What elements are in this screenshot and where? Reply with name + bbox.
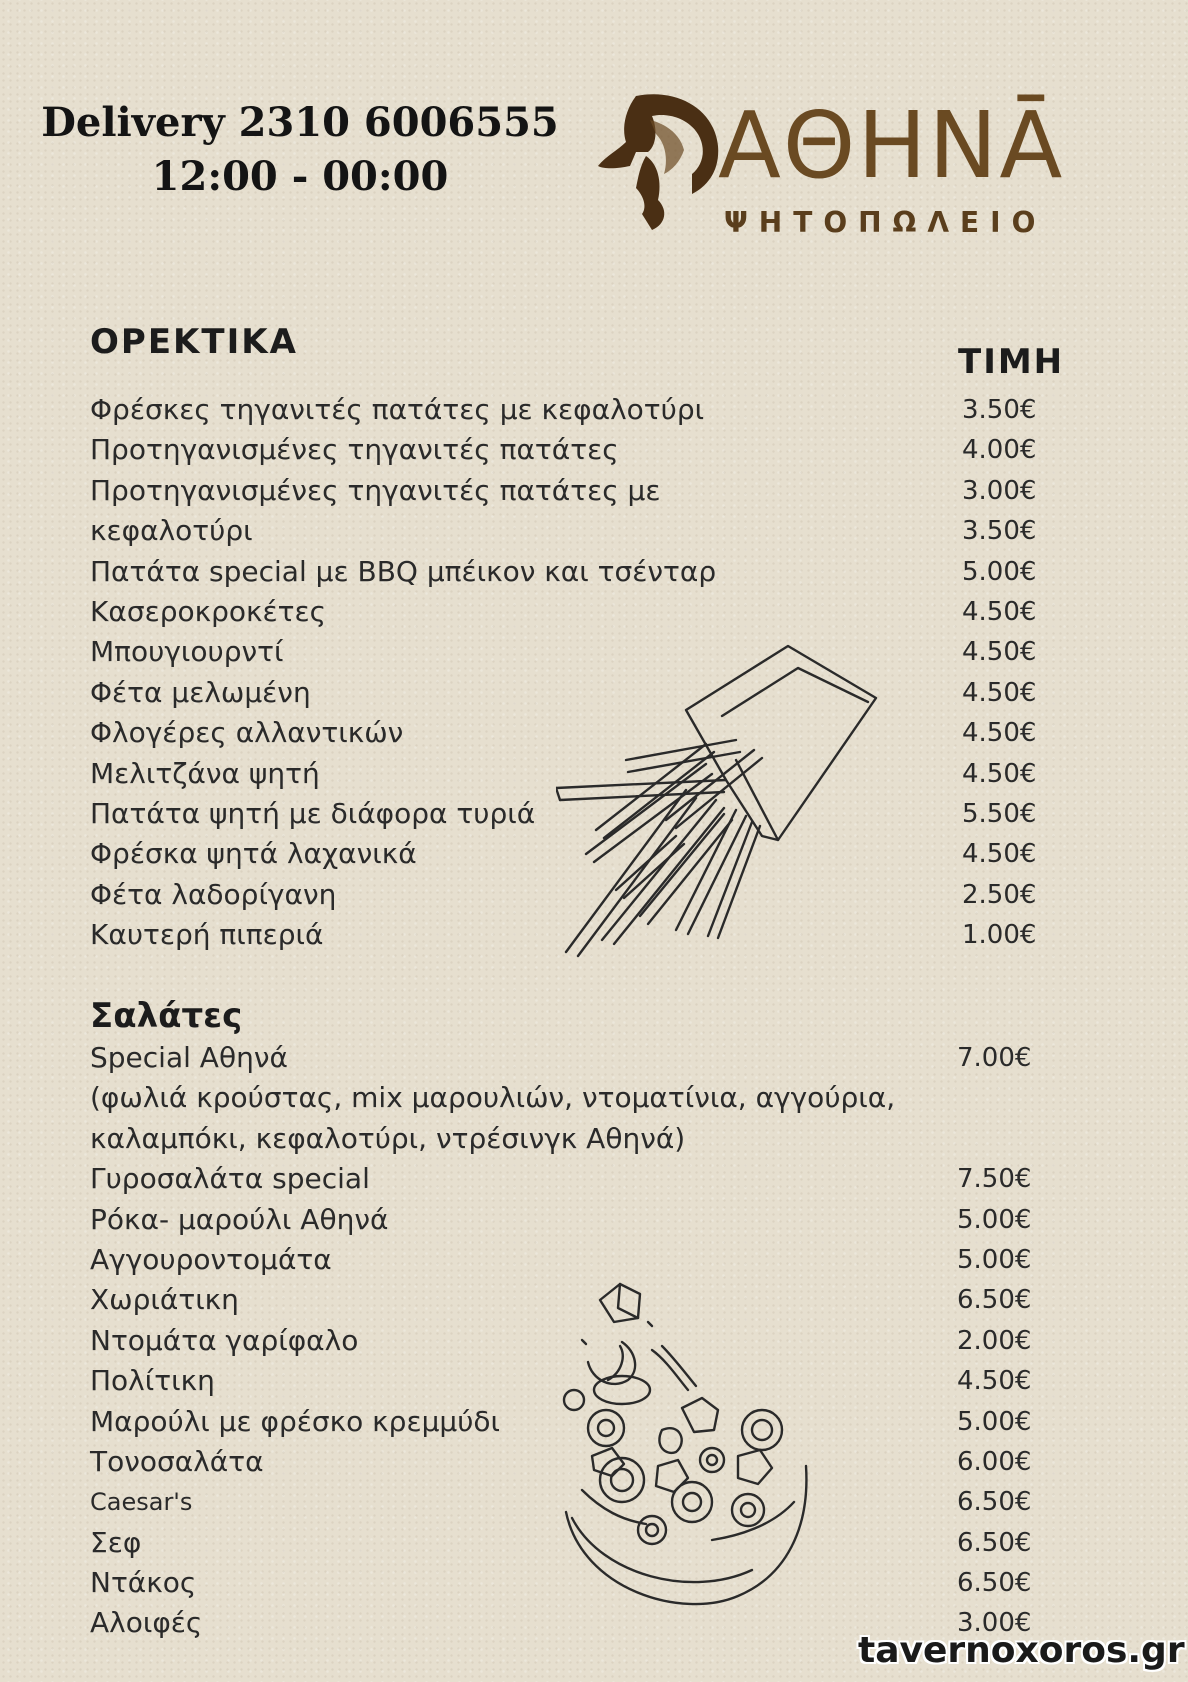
item-name: Ντάκος	[90, 1566, 197, 1600]
item-name: Κασεροκροκέτες	[90, 594, 327, 628]
list-item	[90, 1240, 1050, 1280]
delivery-info	[40, 96, 560, 204]
brand-name: ΑΘΗΝᾹ	[718, 92, 1065, 199]
item-name: Special Αθηνά	[90, 1041, 288, 1074]
french-fries-icon	[556, 640, 880, 960]
item-price: 3.00€	[957, 1608, 1032, 1639]
item-price: 3.00€	[962, 475, 1037, 506]
item-price: 4.50€	[957, 1366, 1032, 1397]
item-name: Τονοσαλάτα	[90, 1444, 264, 1478]
item-price: 5.00€	[957, 1406, 1032, 1437]
item-price: 5.00€	[957, 1244, 1032, 1275]
list-item	[90, 592, 1050, 632]
list-item	[90, 1078, 1050, 1118]
item-price: 4.50€	[962, 596, 1037, 627]
list-item	[90, 552, 1050, 592]
item-name: Αγγουροντομάτα	[90, 1242, 332, 1276]
item-name: Φρέσκες τηγανιτές πατάτες με κεφαλοτύρι	[90, 393, 705, 426]
item-price: 5.50€	[962, 798, 1037, 829]
item-price: 2.00€	[957, 1325, 1032, 1356]
item-price: 6.50€	[957, 1285, 1032, 1316]
salad-bowl-icon	[562, 1280, 812, 1620]
item-name: Φέτα λαδορίγανη	[90, 877, 337, 911]
item-name: Χωριάτικη	[90, 1283, 239, 1317]
brand-subtitle: ΨΗΤΟΠΩΛΕΙΟ	[724, 206, 1047, 239]
opening-hours: 12:00 - 00:00	[151, 153, 449, 200]
item-name: Μαρούλι με φρέσκο κρεμμύδι	[90, 1404, 501, 1438]
appetizers-title: ΟΡΕΚΤΙΚΑ	[90, 322, 298, 362]
list-item	[90, 390, 1050, 430]
list-item	[90, 1200, 1050, 1240]
item-name: Πατάτα ψητή με διάφορα τυριά	[90, 796, 536, 830]
item-price: 3.50€	[962, 395, 1037, 425]
item-name: Προτηγανισμένες τηγανιτές πατάτες με	[90, 473, 661, 507]
list-item	[90, 511, 1050, 551]
item-price: 4.50€	[962, 839, 1037, 870]
delivery-phone: Delivery 2310 6006555	[41, 99, 559, 146]
item-price: 4.50€	[962, 677, 1037, 708]
item-price: 6.00€	[957, 1446, 1032, 1477]
item-name: Φρέσκα ψητά λαχανικά	[90, 837, 417, 871]
list-item	[90, 430, 1050, 470]
item-price: 1.00€	[962, 920, 1037, 951]
list-item	[90, 1038, 1050, 1078]
list-item	[90, 471, 1050, 511]
item-name: Σεφ	[90, 1525, 142, 1559]
item-price: 5.00€	[962, 556, 1037, 587]
item-description: (φωλιά κρούστας, mix μαρουλιών, ντοματίνια, αγγούρια,	[90, 1081, 896, 1115]
item-description: καλαμπόκι, κεφαλοτύρι, ντρέσινγκ Αθηνά)	[90, 1121, 686, 1155]
list-item	[90, 1119, 1050, 1159]
item-price: 4.50€	[962, 718, 1037, 749]
item-name: Μπουγιουρντί	[90, 635, 284, 669]
item-name: Γυροσαλάτα special	[90, 1162, 370, 1196]
restaurant-logo	[596, 90, 1096, 250]
list-item	[90, 1159, 1050, 1199]
item-price: 5.00€	[957, 1204, 1032, 1235]
item-name: Πολίτικη	[90, 1364, 215, 1398]
item-name: Φλογέρες αλλαντικών	[90, 716, 404, 750]
item-name: Ντομάτα γαρίφαλο	[90, 1323, 359, 1357]
item-name: Αλοιφές	[90, 1606, 203, 1640]
item-name: Ρόκα- μαρούλι Αθηνά	[90, 1202, 389, 1236]
price-column-header: ΤΙΜΗ	[958, 342, 1065, 382]
watermark: tavernoxoros.gr	[858, 1630, 1185, 1671]
item-price: 4.50€	[962, 758, 1037, 789]
item-price: 3.50€	[962, 516, 1037, 547]
salads-title: Σαλάτες	[90, 996, 243, 1036]
item-price: 7.50€	[957, 1164, 1032, 1195]
item-price: 6.50€	[957, 1487, 1032, 1518]
item-name: Caesar's	[90, 1488, 193, 1517]
item-name: Προτηγανισμένες τηγανιτές πατάτες	[90, 433, 619, 467]
item-name: κεφαλοτύρι	[90, 514, 253, 548]
spartan-helmet-icon	[596, 90, 726, 240]
item-price: 4.00€	[962, 435, 1037, 466]
item-name: Καυτερή πιπεριά	[90, 918, 324, 952]
item-price: 7.00€	[957, 1043, 1032, 1073]
item-price: 4.50€	[962, 637, 1037, 668]
item-name: Μελιτζάνα ψητή	[90, 756, 320, 790]
item-price: 6.50€	[957, 1527, 1032, 1558]
item-price: 2.50€	[962, 879, 1037, 910]
item-name: Φέτα μελωμένη	[90, 675, 311, 709]
item-price: 6.50€	[957, 1568, 1032, 1599]
item-name: Πατάτα special με BBQ μπέικον και τσένταρ	[90, 554, 717, 588]
